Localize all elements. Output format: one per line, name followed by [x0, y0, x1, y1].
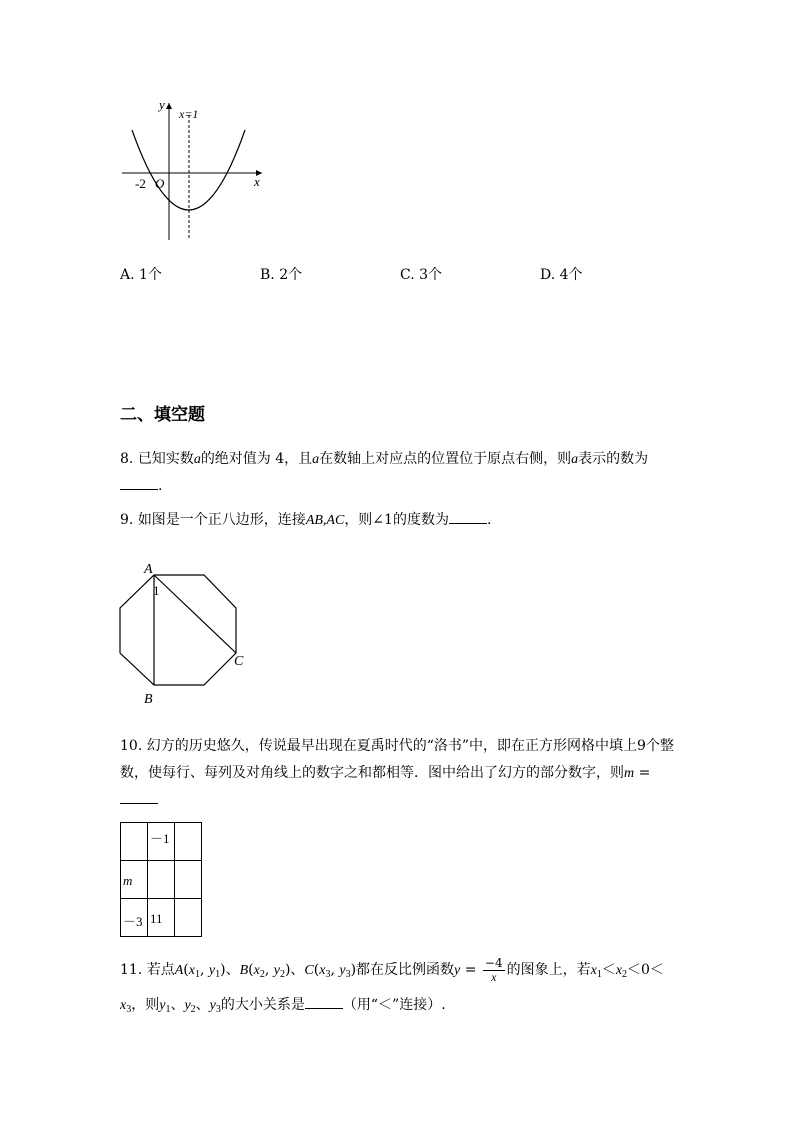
question-10: 10. 幻方的历史悠久，传说最早出现在夏禹时代的“洛书”中，即在正方形网格中填上9个整数，使每行、每列及对角线上的数字之和都相等．图中给出了幻方的部分数字，则m =	[120, 733, 680, 814]
y-axis-label: y	[159, 97, 165, 112]
grid-cell: －3	[121, 899, 148, 937]
answer-blank[interactable]	[120, 475, 158, 490]
answer-blank[interactable]	[305, 994, 343, 1009]
option-b[interactable]: B. 2个	[260, 267, 303, 283]
parabola-graph	[110, 95, 280, 245]
octagon-figure	[110, 555, 260, 710]
question-9: 9. 如图是一个正八边形，连接AB,AC，则∠1的度数为 .	[120, 507, 680, 534]
label-b: B	[144, 692, 153, 707]
option-a[interactable]: A. 1个	[120, 267, 162, 283]
grid-cell	[175, 861, 202, 899]
grid-cell: m	[121, 861, 148, 899]
label-c: C	[234, 654, 244, 669]
axis-line-label: x=1	[179, 107, 199, 121]
section-title: 二、填空题	[120, 405, 205, 425]
label-a: A	[144, 562, 153, 577]
answer-blank[interactable]	[120, 789, 158, 804]
grid-cell	[148, 861, 175, 899]
option-d[interactable]: D. 4个	[540, 267, 583, 283]
grid-cell: 11	[148, 899, 175, 937]
question-8: 8. 已知实数a的绝对值为 4，且a在数轴上对应点的位置位于原点右侧，则a表示的数为.	[120, 451, 649, 494]
x-axis-label: x	[254, 174, 260, 189]
grid-cell	[121, 823, 148, 861]
question-11: 11. 若点$A(x_1$, $y_1$)、$B(x_2$, $y_2$)、$C(x_3$, $y_3$)都在反比例函数y = $\frac{-4}{x}$ 的图象上，若$x_1<x_2<0<x_3$，则$y_1$、$y_2$、$y_3$的大小关系是 （用“＜”连接）.	[120, 955, 664, 1015]
option-c[interactable]: C. 3个	[400, 267, 443, 283]
regular-octagon	[120, 575, 236, 685]
fraction: $\frac{-4}{x}$	[484, 955, 503, 984]
origin-label: O	[155, 176, 165, 191]
grid-cell	[175, 899, 202, 937]
neg-two-label: -2	[135, 176, 146, 191]
grid-cell: －1	[148, 823, 175, 861]
grid-cell	[175, 823, 202, 861]
magic-square-grid	[120, 822, 202, 937]
segment-ac	[154, 575, 236, 653]
label-angle-1: 1	[153, 583, 160, 598]
answer-blank[interactable]	[449, 509, 487, 524]
